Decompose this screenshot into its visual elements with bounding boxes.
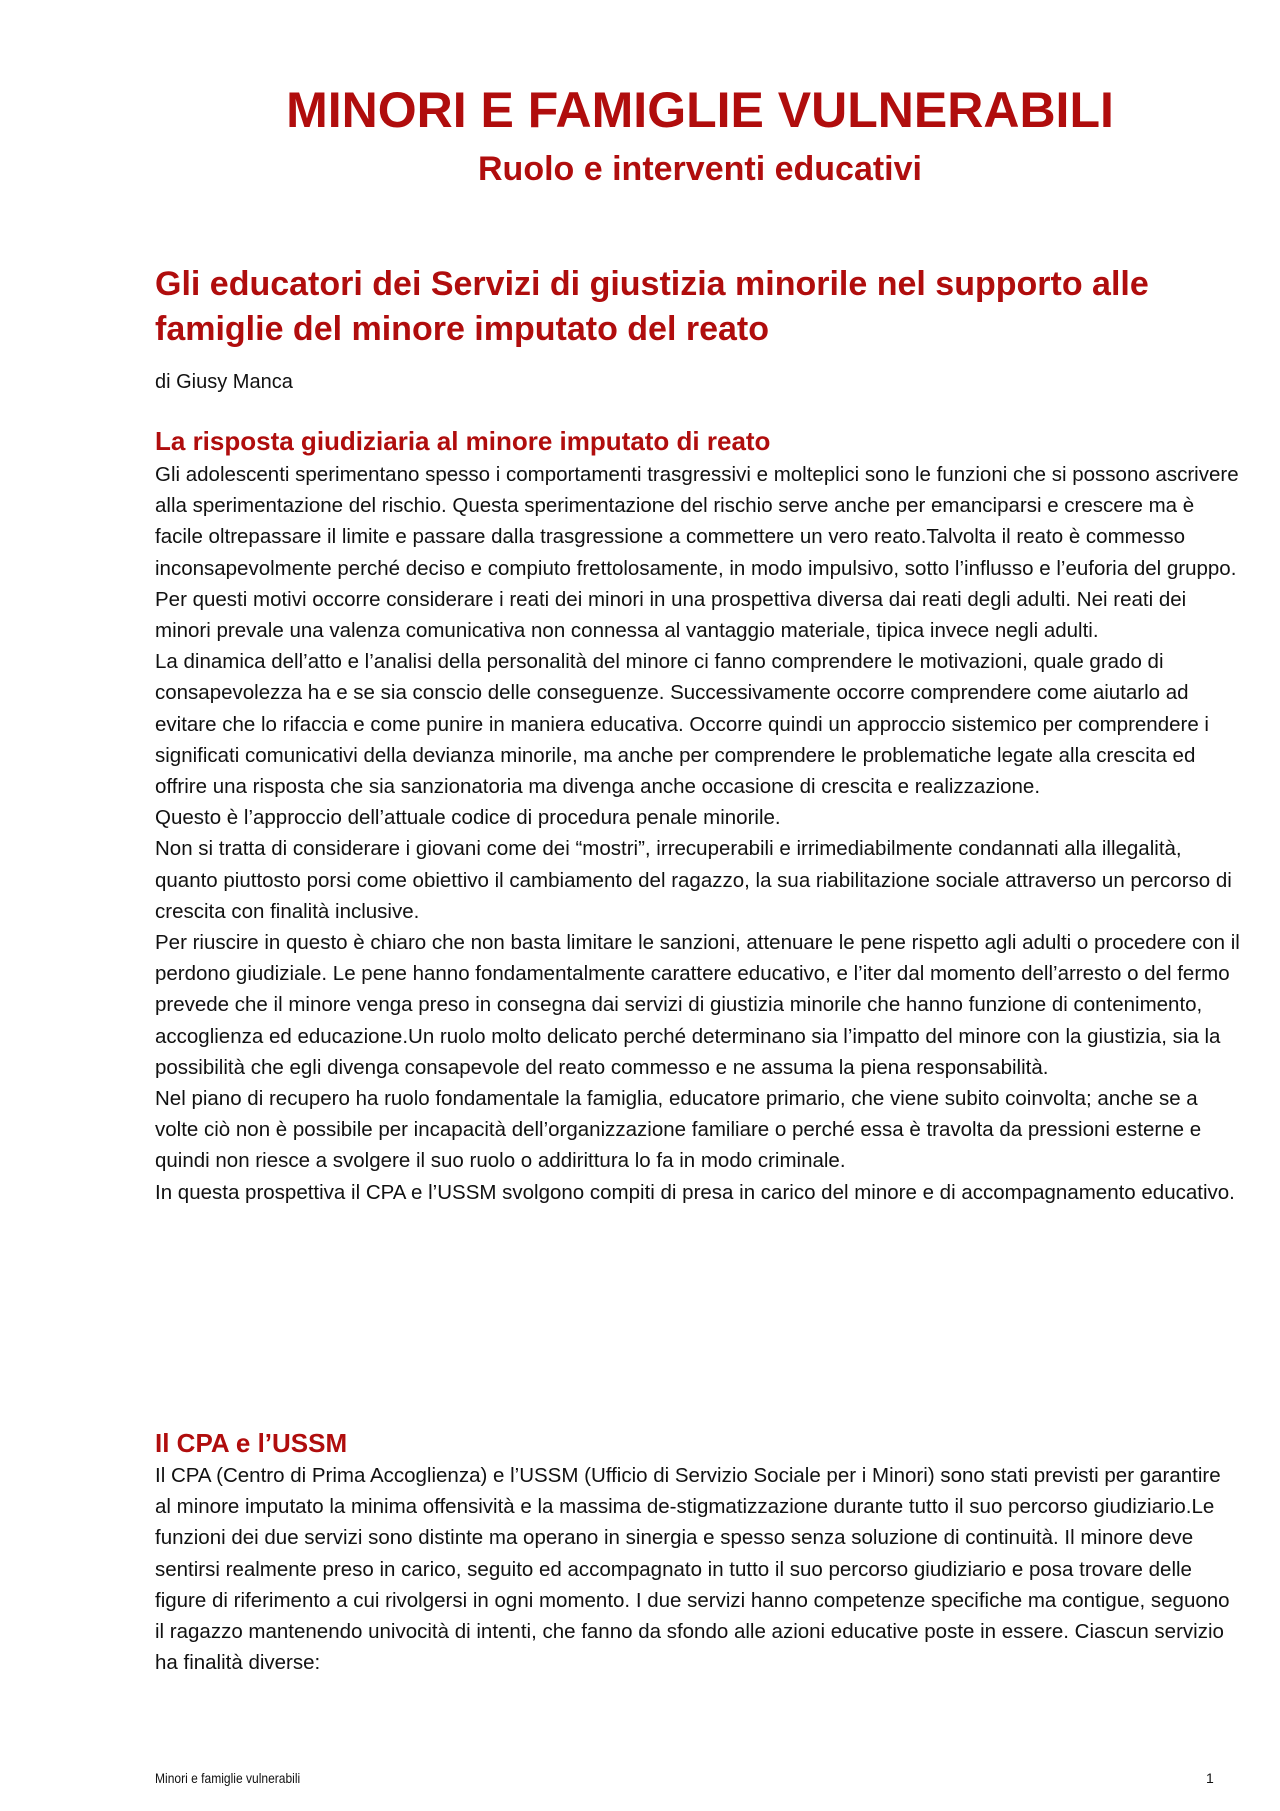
main-title: MINORI E FAMIGLIE VULNERABILI — [286, 82, 1114, 138]
footer-document-title: Minori e famiglie vulnerabili — [155, 1770, 301, 1786]
paragraph: Non si tratta di considerare i giovani come dei “mostri”, irrecuperabili e irrimediabilmente condannati alla illegalità, quanto piuttosto porsi come obiettivo il cambiamento del ragazzo, la sua riabilitazione sociale attraverso un percorso di crescita con finalità inclusive. — [155, 837, 1232, 923]
paragraph: Nel piano di recupero ha ruolo fondamentale la famiglia, educatore primario, che viene subito coinvolta; anche se a volte ciò non è possibile per incapacità dell’organizzazione familiare o perché essa è travolta da pressioni esterne e quindi non riesce a svolgere il suo ruolo o addirittura lo fa in modo criminale. — [155, 1087, 1202, 1173]
section-body-risposta-giudiziaria — [155, 459, 1240, 1208]
section-body-cpa-ussm — [155, 1460, 1240, 1678]
paragraph: La dinamica dell’atto e l’analisi della personalità del minore ci fanno comprendere le motivazioni, quale grado di consapevolezza ha e se sia conscio delle conseguenze. Successivamente occorre comprendere come aiutarlo ad evitare che lo rifaccia e come punire in maniera educativa. Occorre quindi un approccio sistemico per comprendere i significati comunicativi della devianza minorile, ma anche per comprendere le problematiche legate alla crescita ed offrire una risposta che sia sanzionatoria ma divenga anche occasione di crescita e realizzazione. — [155, 650, 1209, 799]
paragraph: Gli adolescenti sperimentano spesso i comportamenti trasgressivi e molteplici sono le funzioni che si possono ascrivere alla sperimentazione del rischio. Questa sperimentazione del rischio serve anche per emanciparsi e crescere ma è facile oltrepassare il limite e passare dalla trasgressione a commettere un vero reato.Talvolta il reato è commesso inconsapevolmente perché deciso e compiuto frettolosamente, in modo impulsivo, sotto l’influsso e l’euforia del gruppo. — [155, 463, 1239, 580]
paragraph: Per questi motivi occorre considerare i reati dei minori in una prospettiva diversa dai reati degli adulti. Nei reati dei minori prevale una valenza comunicativa non connessa al vantaggio materiale, tipica invece negli adulti. — [155, 587, 1187, 643]
paragraph: In questa prospettiva il CPA e l’USSM svolgono compiti di presa in carico del minore e di accompagnamento educativo. — [155, 1180, 1235, 1204]
author-line: di Giusy Manca — [155, 371, 293, 393]
subtitle: Ruolo e interventi educativi — [478, 150, 922, 188]
section-heading-risposta-giudiziaria: La risposta giudiziaria al minore imputato di reato — [155, 426, 771, 456]
paragraph: Per riuscire in questo è chiaro che non basta limitare le sanzioni, attenuare le pene rispetto agli adulti o procedere con il perdono giudiziale. Le pene hanno fondamentalmente carattere educativo, e l’iter dal momento dell’arresto o del fermo prevede che il minore venga preso in consegna dai servizi di giustizia minorile che hanno funzione di contenimento, accoglienza ed educazione.Un ruolo molto delicato perché determinano sia l’impatto del minore con la giustizia, sia la possibilità che egli divenga consapevole del reato commesso e ne assuma la piena responsabilità. — [155, 931, 1240, 1079]
paragraph: Il CPA (Centro di Prima Accoglienza) e l’USSM (Ufficio di Servizio Sociale per i Minori) sono stati previsti per garantire al minore imputato la minima offensività e la massima de-stigmatizzazione durante tutto il suo percorso giudiziario.Le funzioni dei due servizi sono distinte ma operano in sinergia e spesso senza soluzione di continuità. Il minore deve sentirsi realmente preso in carico, seguito ed accompagnato in tutto il suo percorso giudiziario e posa trovare delle figure di riferimento a cui rivolgersi in ogni momento. I due servizi hanno competenze specifiche ma contigue, seguono il ragazzo mantenendo univocità di intenti, che fanno da sfondo alle azioni educative poste in essere. Ciascun servizio ha finalità diverse: — [155, 1464, 1230, 1675]
paragraph: Questo è l’approccio dell’attuale codice di procedura penale minorile. — [155, 806, 781, 830]
section-heading-cpa-ussm: Il CPA e l’USSM — [155, 1428, 348, 1458]
article-title: Gli educatori dei Servizi di giustizia minorile nel supporto alle famiglie del minore imputato del reato — [155, 265, 1149, 348]
footer-page-number: 1 — [1206, 1770, 1214, 1786]
